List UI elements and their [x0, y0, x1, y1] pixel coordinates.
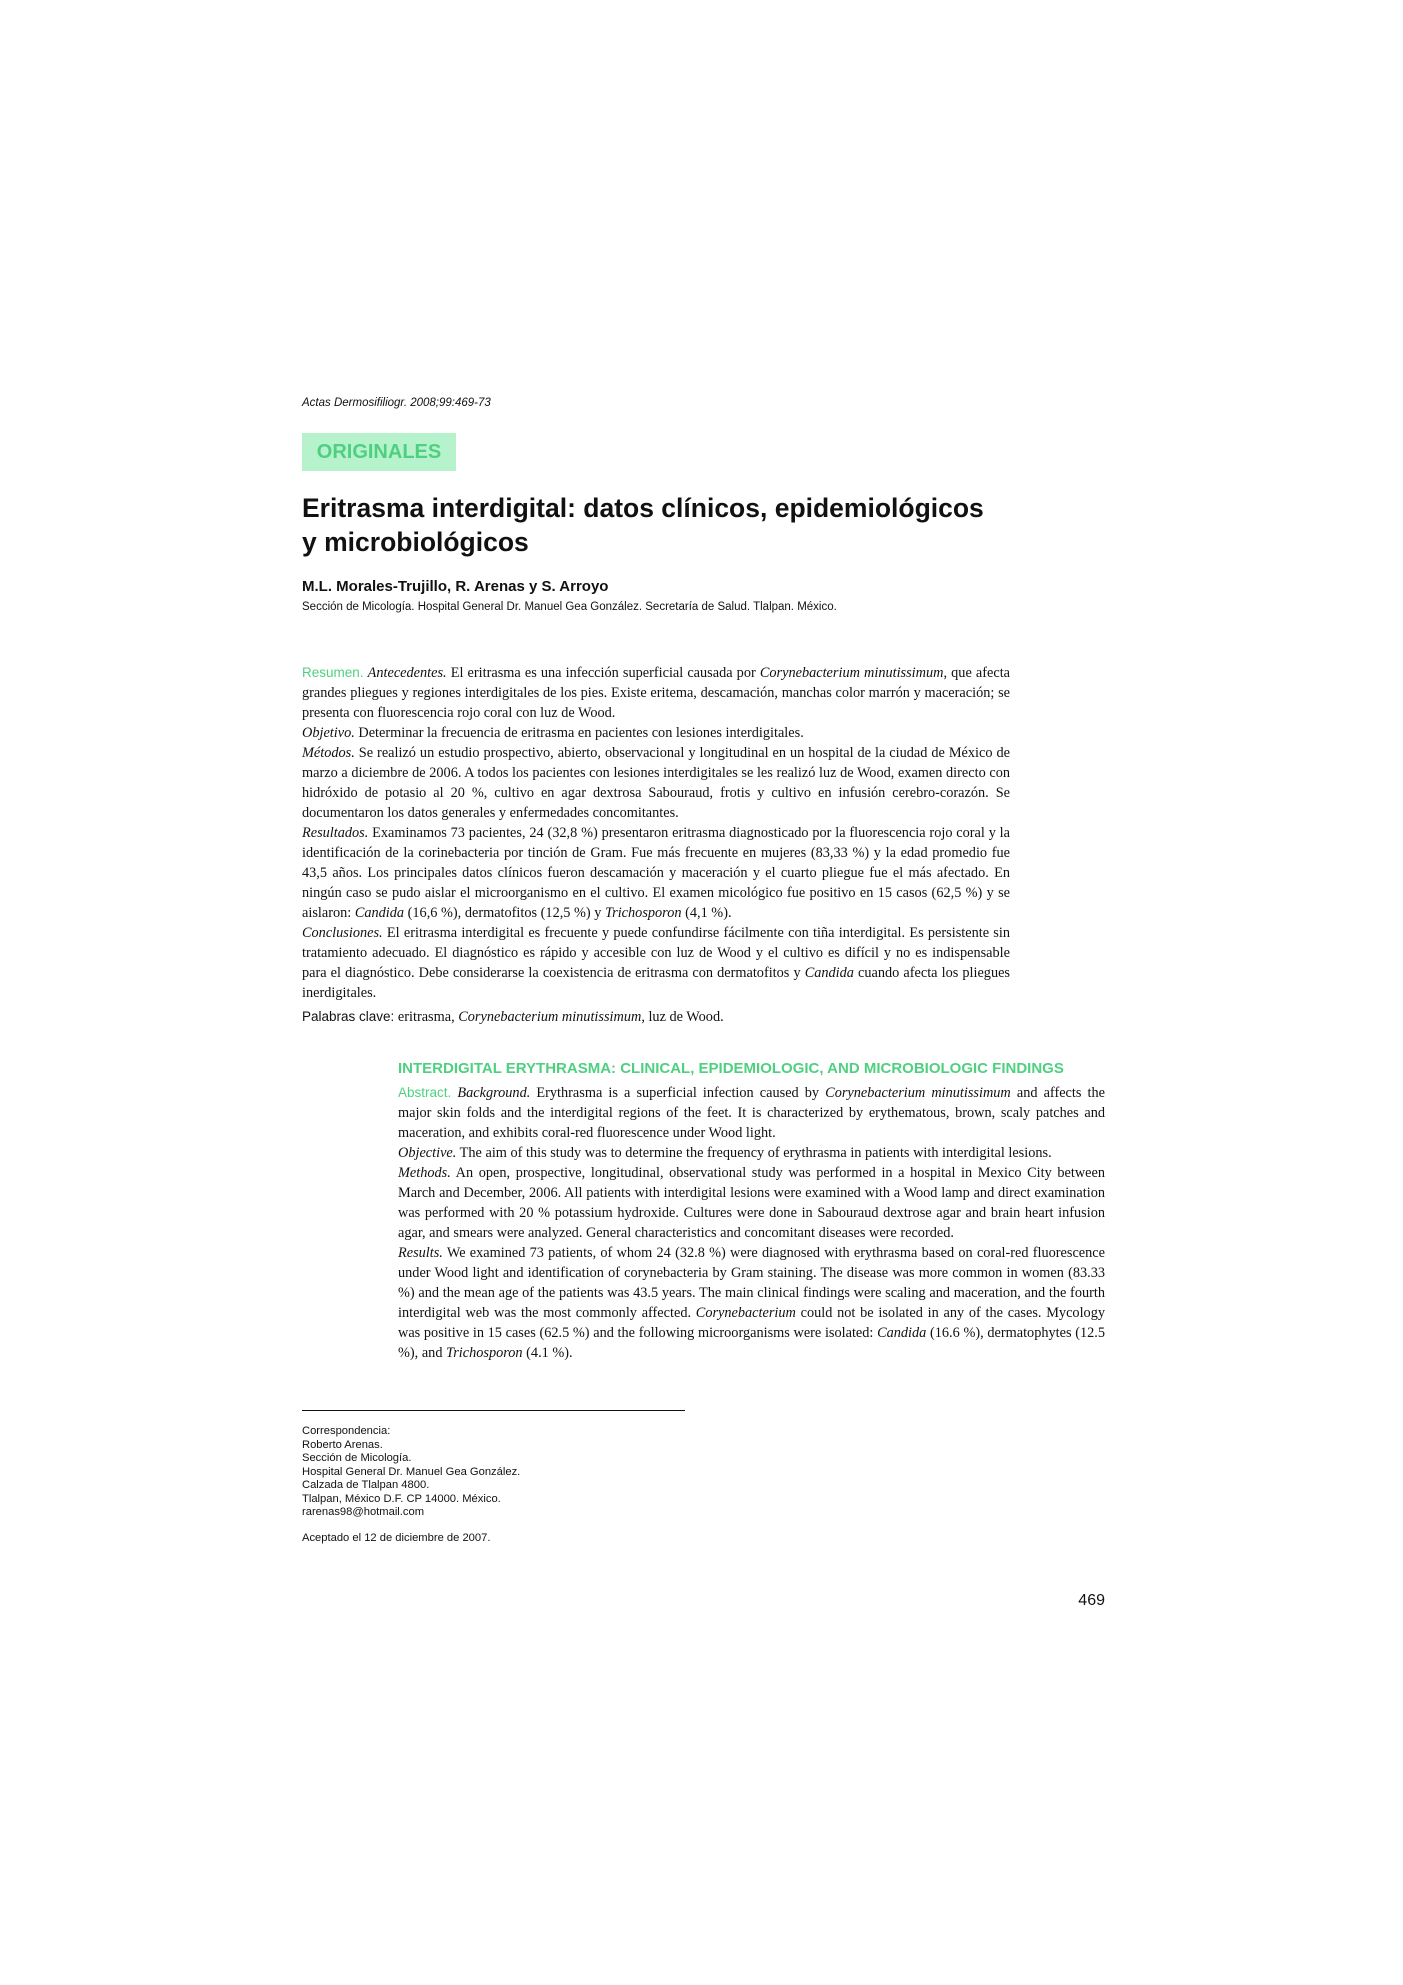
article-title	[302, 491, 1022, 559]
keywords-text-2: , luz de Wood.	[641, 1009, 724, 1025]
resumen-antecedentes	[302, 663, 1010, 723]
correspondence-line: Correspondencia:	[302, 1425, 391, 1437]
abstract-en	[398, 1083, 1105, 1363]
objetivo-text: Determinar la frecuencia de eritrasma en pacientes con lesiones interdigitales.	[354, 725, 804, 741]
results-trichosporon: Trichosporon	[446, 1345, 523, 1361]
correspondence-line: Hospital General Dr. Manuel Gea González.	[302, 1465, 521, 1478]
methods-text: An open, prospective, longitudinal, observational study was performed in a hospital in Mexico City between March and December, 2006. All patients with interdigital lesions were examined with a Wood lamp and direct examination was performed with 20 % potassium hydroxide. Cultures were done in Sabouraud dextrose agar and brain heart infusion agar, and smears were analyzed. General characteristics and concomitant diseases were recorded.	[398, 1165, 1105, 1241]
metodos-label: Métodos.	[302, 745, 355, 761]
correspondence-line: Tlalpan, México D.F. CP 14000. México.	[302, 1492, 501, 1505]
keywords	[302, 1007, 1010, 1027]
abstract-results	[398, 1243, 1105, 1363]
results-text-3: (16.6 %), dermatophytes (12.5 %), and	[398, 1325, 1105, 1361]
background-text-2: and affects the major skin folds and the interdigital regions of the feet. It is characterized by erythematous, brown, scaly patches and maceration, and exhibits coral-red fluorescence under Wood light.	[398, 1085, 1105, 1141]
abstract-objective	[398, 1143, 1105, 1163]
antecedentes-species: Corynebacterium minutissimum	[759, 665, 944, 681]
conclusiones-label: Conclusiones.	[302, 925, 383, 941]
title-line-2: y microbiológicos	[302, 527, 529, 557]
title-line-1: Eritrasma interdigital: datos clínicos, epidemiológicos	[302, 493, 984, 523]
resultados-text-3: (4,1 %).	[681, 905, 732, 921]
antecedentes-label: Antecedentes.	[367, 665, 447, 681]
resultados-text-2: (16,6 %), dermatofitos (12,5 %) y	[404, 905, 605, 921]
conclusiones-text-1: El eritrasma interdigital es frecuente y puede confundirse fácilmente con tiña interdigital. Es persistente sin tratamiento adecuado. El diagnóstico es rápido y accesible con luz de Wood y el cultivo es difícil y no es indispensable para el diagnóstico. Debe considerarse la coexistencia de eritrasma con dermatofitos y	[302, 925, 1010, 981]
background-species: Corynebacterium minutissimum	[825, 1085, 1011, 1101]
resultados-candida: Candida	[354, 905, 405, 921]
objetivo-label: Objetivo.	[302, 725, 355, 741]
resumen-es	[302, 663, 1010, 1003]
journal-citation: Actas Dermosifiliogr. 2008;99:469-73	[302, 397, 491, 409]
resultados-text-1: Examinamos 73 pacientes, 24 (32,8 %) presentaron eritrasma diagnosticado por la fluorescencia rojo coral y la identificación de la corinebacteria por tinción de Gram. Fue más frecuente en mujeres (83,33 %) y la edad promedio fue 43,5 años. Los principales datos clínicos fueron descamación y maceración y el cuarto pliegue fue el más afectado. En ningún caso se pudo aislar el microorganismo en el cultivo. El examen micológico fue positivo en 15 casos (62,5 %) y se aislaron:	[302, 825, 1010, 921]
keywords-species: Corynebacterium minutissimum	[458, 1009, 642, 1025]
resumen-resultados	[302, 823, 1010, 923]
results-text-1: We examined 73 patients, of whom 24 (32.8 %) were diagnosed with erythrasma based on coral-red fluorescence under Wood light and identification of corynebacteria by Gram staining. The disease was more common in women (83.33 %) and the mean age of the patients was 43.5 years. The main clinical findings were scaling and maceration, and the fourth interdigital web was the most commonly affected.	[398, 1245, 1105, 1321]
affiliation: Sección de Micología. Hospital General Dr. Manuel Gea González. Secretaría de Salud. Tlalpan. México.	[302, 601, 837, 613]
abstract-en-title: INTERDIGITAL ERYTHRASMA: CLINICAL, EPIDEMIOLOGIC, AND MICROBIOLOGIC FINDINGS	[398, 1060, 1064, 1077]
page-number: 469	[1078, 1592, 1105, 1609]
background-text-1: Erythrasma is a superficial infection caused by	[530, 1085, 826, 1101]
conclusiones-candida: Candida	[804, 965, 854, 981]
accepted-date: Aceptado el 12 de diciembre de 2007.	[302, 1532, 491, 1544]
conclusiones-text-2: cuando afecta los pliegues inerdigitales.	[302, 965, 1010, 1001]
results-candida: Candida	[877, 1325, 927, 1341]
resumen-objetivo	[302, 723, 1010, 743]
resultados-label: Resultados.	[302, 825, 369, 841]
footnote-divider	[302, 1410, 685, 1411]
correspondence-line: Calzada de Tlalpan 4800.	[302, 1479, 430, 1491]
authors: M.L. Morales-Trujillo, R. Arenas y S. Arroyo	[302, 578, 609, 595]
abstract-methods	[398, 1163, 1105, 1243]
results-coryne: Corynebacterium	[695, 1305, 796, 1321]
abstract-background	[398, 1083, 1105, 1143]
resumen-metodos	[302, 743, 1010, 823]
objective-label: Objective.	[398, 1145, 457, 1161]
background-label: Background.	[457, 1085, 531, 1101]
correspondence-email: rarenas98@hotmail.com	[302, 1506, 425, 1518]
antecedentes-text-1: El eritrasma es una infección superficial causada por	[446, 665, 760, 681]
results-text-4: (4.1 %).	[522, 1345, 573, 1361]
abstract-lead: Abstract.	[398, 1085, 452, 1100]
correspondence-line: Roberto Arenas.	[302, 1438, 383, 1451]
resumen-conclusiones	[302, 923, 1010, 1003]
methods-label: Methods.	[398, 1165, 451, 1181]
correspondence	[302, 1425, 520, 1520]
results-text-2: could not be isolated in any of the cases. Mycology was positive in 15 cases (62.5 %) and the following microorganisms were isolated:	[398, 1305, 1105, 1341]
results-label: Results.	[398, 1245, 443, 1261]
correspondence-line: Sección de Micología.	[302, 1452, 412, 1464]
antecedentes-text-2: , que afecta grandes pliegues y regiones interdigitales de los pies. Existe eritema, descamación, manchas color marrón y maceración; se presenta con fluorescencia rojo coral con luz de Wood.	[302, 665, 1011, 721]
section-tag: ORIGINALES	[302, 433, 456, 471]
keywords-label: Palabras clave:	[302, 1009, 395, 1024]
resultados-trichosporon: Trichosporon	[604, 905, 682, 921]
metodos-text: Se realizó un estudio prospectivo, abierto, observacional y longitudinal en un hospital de la ciudad de México de marzo a diciembre de 2006. A todos los pacientes con lesiones interdigitales se les realizó luz de Wood, examen directo con hidróxido de potasio al 20 %, cultivo en agar dextrosa Sabouraud, frotis y cultivo en infusión cerebro-corazón. Se documentaron los datos generales y enfermedades concomitantes.	[302, 745, 1010, 821]
objective-text: The aim of this study was to determine the frequency of erythrasma in patients with interdigital lesions.	[456, 1145, 1052, 1161]
resumen-lead: Resumen.	[302, 665, 364, 680]
keywords-text-1: eritrasma,	[394, 1009, 459, 1025]
